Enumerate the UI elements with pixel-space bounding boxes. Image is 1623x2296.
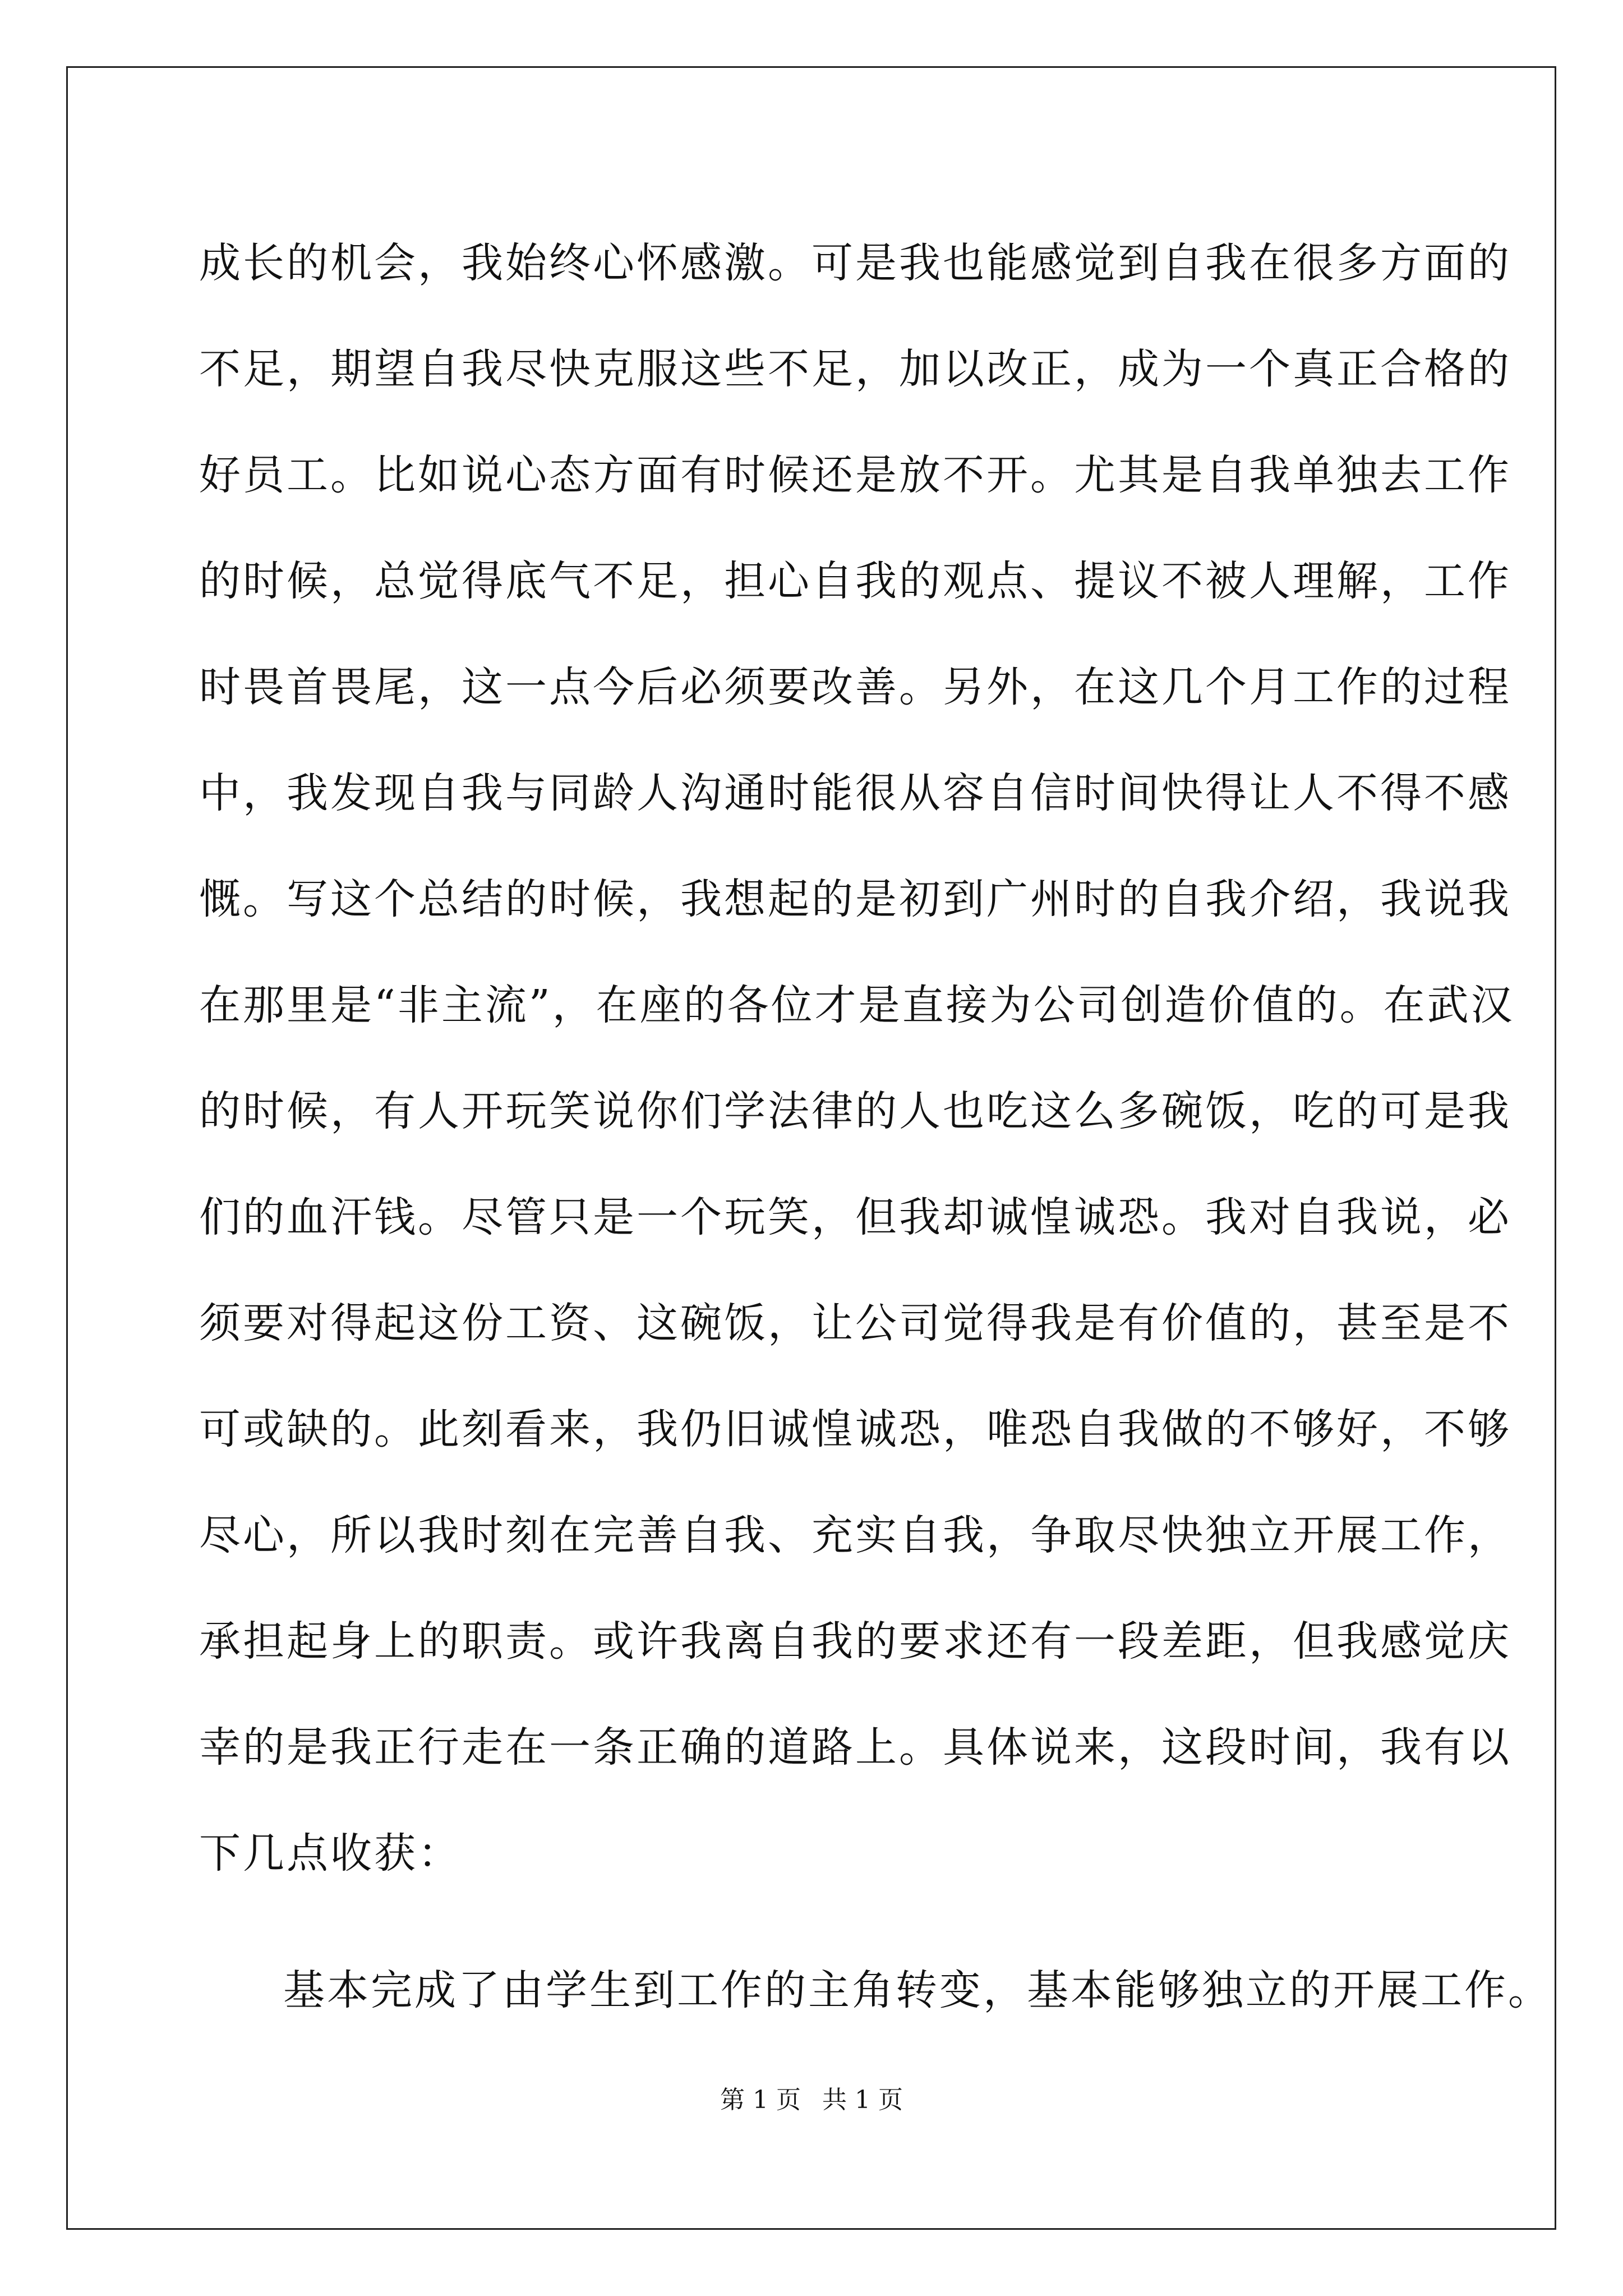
paragraph-2: 基本完成了由学生到工作的主角转变，基本能够独立的开展工作。 [283,1966,1552,2014]
paragraph-line: 们的血汗钱。尽管只是一个玩笑，但我却诚惶诚恐。我对自我说，必 [199,1193,1511,1241]
paragraph-line: 时畏首畏尾，这一点今后必须要改善。另外，在这几个月工作的过程 [199,663,1511,711]
document-body [199,210,1552,2044]
paragraph-spacing [199,1907,1455,1938]
paragraph-line: 幸的是我正行走在一条正确的道路上。具体说来，这段时间，我有以 [199,1723,1511,1772]
paragraph-line: 不足，期望自我尽快克服这些不足，加以改正，成为一个真正合格的 [199,345,1511,393]
page-footer [0,2083,1623,2117]
paragraph-line: 中，我发现自我与同龄人沟通时能很从容自信时间快得让人不得不感 [199,769,1511,817]
paragraph-line: 成长的机会，我始终心怀感激。可是我也能感觉到自我在很多方面的 [199,239,1511,287]
page-number: 第 1 页 [720,2086,801,2114]
page-total: 共 1 页 [822,2086,903,2114]
paragraph-line: 下几点收获： [199,1829,462,1878]
paragraph-line: 尽心，所以我时刻在完善自我、充实自我，争取尽快独立开展工作， [199,1511,1511,1559]
paragraph-line: 的时候，有人开玩笑说你们学法律的人也吃这么多碗饭，吃的可是我 [199,1087,1511,1135]
paragraph-line: 在那里是“非主流”，在座的各位才是直接为公司创造价值的。在武汉 [199,981,1515,1029]
paragraph-line: 好员工。比如说心态方面有时候还是放不开。尤其是自我单独去工作 [199,451,1511,499]
paragraph-line: 慨。写这个总结的时候，我想起的是初到广州时的自我介绍，我说我 [199,875,1511,923]
paragraph-line: 可或缺的。此刻看来，我仍旧诚惶诚恐，唯恐自我做的不够好，不够 [199,1405,1511,1453]
paragraph-line: 承担起身上的职责。或许我离自我的要求还有一段差距，但我感觉庆 [199,1617,1511,1665]
paragraph-line: 须要对得起这份工资、这碗饭，让公司觉得我是有价值的，甚至是不 [199,1299,1511,1347]
paragraph-line: 的时候，总觉得底气不足，担心自我的观点、提议不被人理解，工作 [199,557,1511,605]
